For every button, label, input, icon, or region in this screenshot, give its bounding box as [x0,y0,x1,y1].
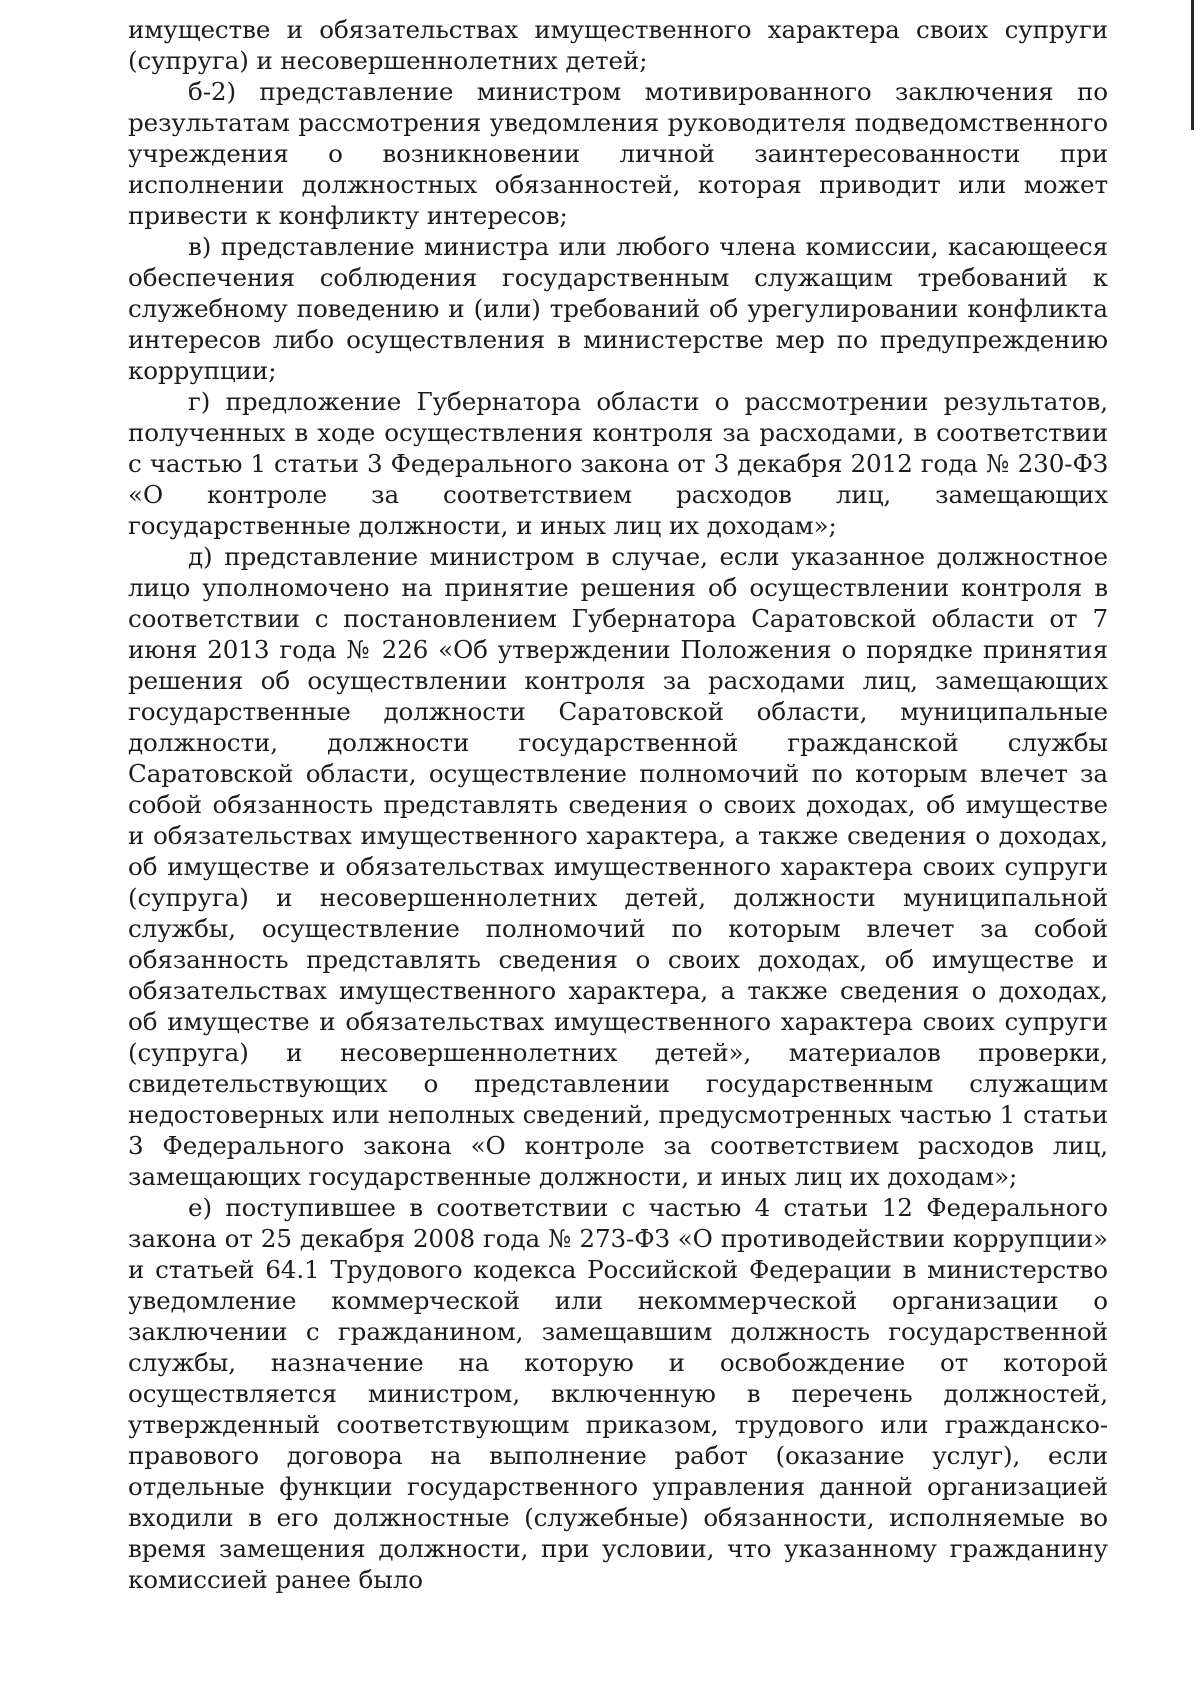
paragraph-e: е) поступившее в соответствии с частью 4 статьи 12 Федерального закона от 25 декабря 2008 года № 273-ФЗ «О противодействии коррупции» и статьей 64.1 Трудового кодекса Российской Федерации в министерство уведомление коммерческой или некоммерческой организации о заключении с гражданином, замещавшим должность государственной службы, назначение на которую и освобождение от которой осуществляется министром, включенную в перечень должностей, утвержденный соответствующим приказом, трудового или гражданско-правового договора на выполнение работ (оказание услуг), если отдельные функции государственного управления данной организацией входили в его должностные (служебные) обязанности, исполняемые во время замещения должности, при условии, что указанному гражданину комиссией ранее было [128,1193,1108,1594]
paragraph-d: д) представление министром в случае, если указанное должностное лицо уполномочено на принятие решения об осуществлении контроля в соответствии с постановлением Губернатора Саратовской области от 7 июня 2013 года № 226 «Об утверждении Положения о порядке принятия решения об осуществлении контроля за расходами лиц, замещающих государственные должности Саратовской области, муниципальные должности, должности государственной гражданской службы Саратовской области, осуществление полномочий по которым влечет за собой обязанность представлять сведения о своих доходах, об имуществе и обязательствах имущественного характера, а также сведения о доходах, об имуществе и обязательствах имущественного характера своих супруги (супруга) и несовершеннолетних детей, должности муниципальной службы, осуществление полномочий по которым влечет за собой обязанность представлять сведения о своих доходах, об имуществе и обязательствах имущественного характера, а также сведения о доходах, об имуществе и обязательствах имущественного характера своих супруги (супруга) и несовершеннолетних детей», материалов проверки, свидетельствующих о представлении государственным служащим недостоверных или неполных сведений, предусмотренных частью 1 статьи 3 Федерального закона «О контроле за соответствием расходов лиц, замещающих государственные должности, и иных лиц их доходам»; [128,542,1108,1191]
paragraph-g: г) предложение Губернатора области о рассмотрении результатов, полученных в ходе осуществления контроля за расходами, в соответствии с частью 1 статьи 3 Федерального закона от 3 декабря 2012 года № 230-ФЗ «О контроле за соответствием расходов лиц, замещающих государственные должности, и иных лиц их доходам»; [128,387,1108,540]
paragraph-continuation: имуществе и обязательствах имущественного характера своих супруги (супруга) и несовершеннолетних детей; [128,15,1108,75]
document-body [128,14,1108,1595]
paragraph-b2: б-2) представление министром мотивированного заключения по результатам рассмотрения уведомления руководителя подведомственного учреждения о возникновении личной заинтересованности при исполнении должностных обязанностей, которая приводит или может привести к конфликту интересов; [128,77,1108,230]
scan-edge-mark [1191,0,1194,130]
paragraph-v: в) представление министра или любого члена комиссии, касающееся обеспечения соблюдения государственным служащим требований к служебному поведению и (или) требований об урегулировании конфликта интересов либо осуществления в министерстве мер по предупреждению коррупции; [128,232,1108,385]
